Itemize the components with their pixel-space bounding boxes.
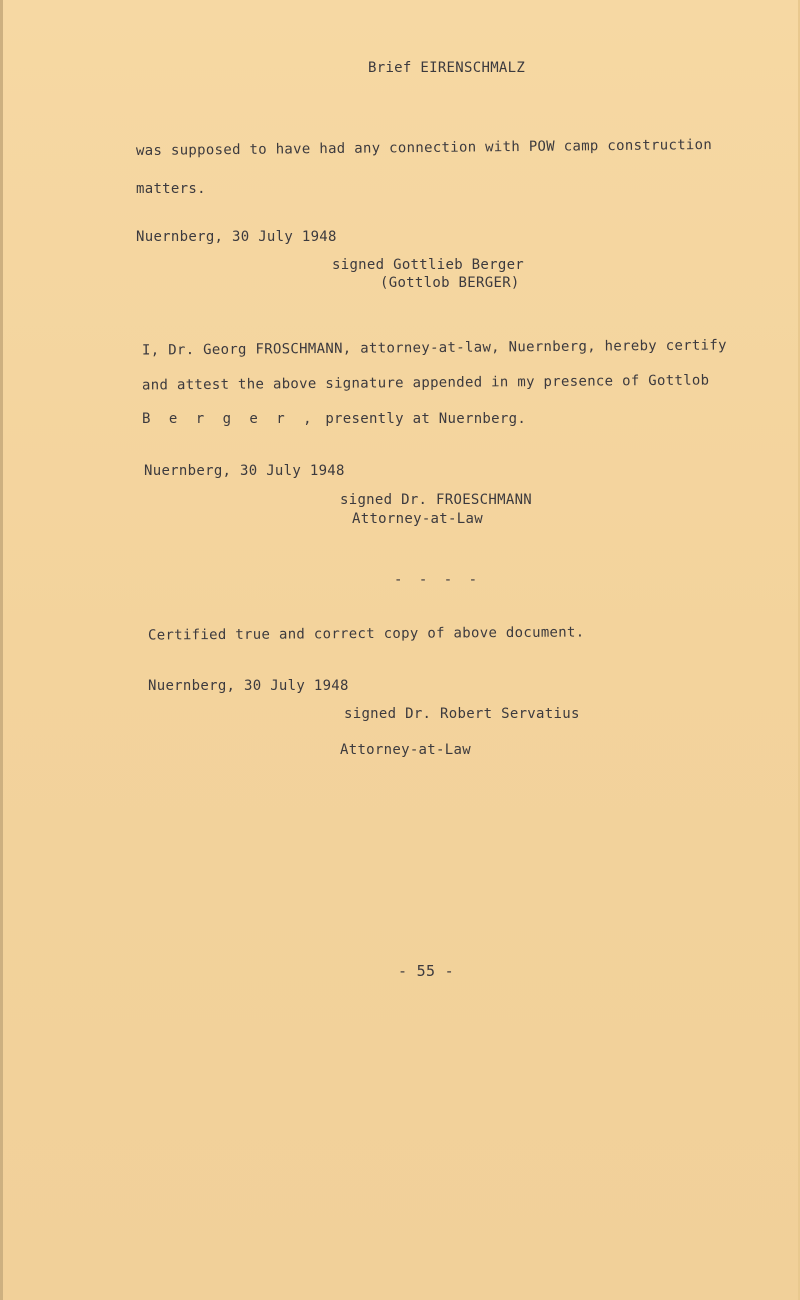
page-header: Brief EIRENSCHMALZ [368,60,526,76]
name-berger: (Gottlob BERGER) [380,275,520,291]
title-servatius: Attorney-at-Law [340,742,471,758]
separator-dashes: - - - - [394,572,482,588]
place-date-2: Nuernberg, 30 July 1948 [144,463,345,479]
certification-line-2: and attest the above signature appended in my presence of Gottlob [141,372,710,394]
body-line-2: matters. [136,181,206,197]
certification-line-1: I, Dr. Georg FROSCHMANN, attorney-at-law, Nuernberg, hereby certify [141,337,727,359]
signature-berger: signed Gottlieb Berger [332,257,525,273]
certification-line-3-rest: presently at Nuernberg. [325,411,527,427]
place-date-3: Nuernberg, 30 July 1948 [148,678,349,694]
place-date-1: Nuernberg, 30 July 1948 [136,229,337,245]
page-left-edge [0,0,3,1300]
copy-certification-text: Certified true and correct copy of above document. [147,624,585,644]
signature-froeschmann: signed Dr. FROESCHMANN [340,492,533,508]
body-line-1: was supposed to have had any connection with POW camp construction [135,136,713,160]
certification-line-3 [142,411,526,427]
title-froeschmann: Attorney-at-Law [352,511,483,527]
signature-servatius: signed Dr. Robert Servatius [344,706,580,722]
spaced-name-berger: B e r g e r , [142,411,317,427]
page-number: - 55 - [398,962,454,980]
